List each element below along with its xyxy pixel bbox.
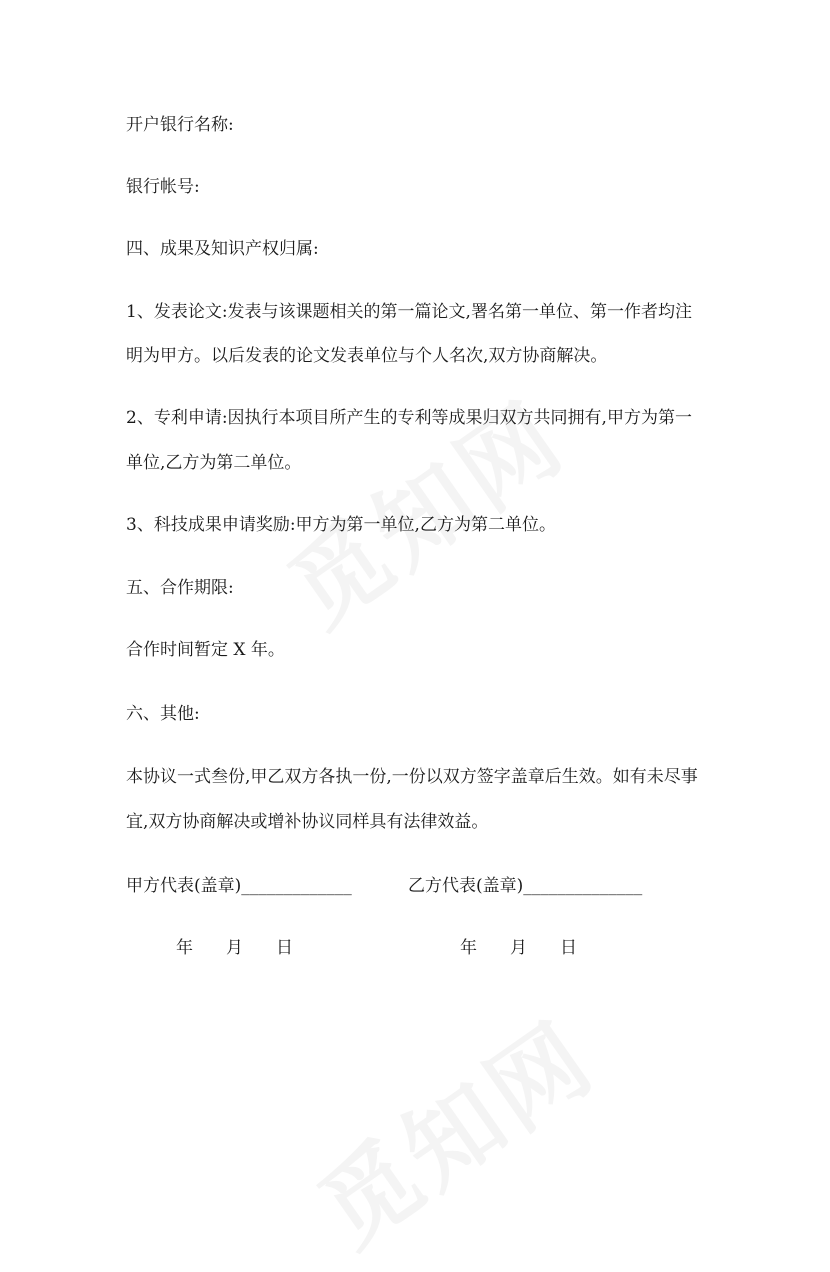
- paragraph-line: 2、专利申请:因执行本项目所产生的专利等成果归双方共同拥有,甲方为第一: [126, 408, 692, 428]
- date-year-b: 年: [460, 938, 477, 958]
- paragraph-line: 宜,双方协商解决或增补协议同样具有法律效益。: [126, 812, 489, 832]
- section-heading-other: 六、其他:: [126, 704, 200, 724]
- section-heading-term: 五、合作期限:: [126, 578, 234, 598]
- party-b-signature: 乙方代表(盖章)______________: [408, 876, 643, 896]
- paragraph-line: 本协议一式叁份,甲乙双方各执一份,一份以双方签字盖章后生效。如有未尽事: [126, 767, 698, 787]
- paragraph-line: 3、科技成果申请奖励:甲方为第一单位,乙方为第二单位。: [126, 515, 556, 535]
- paragraph-line: 单位,乙方为第二单位。: [126, 453, 302, 473]
- date-day-a: 日: [276, 938, 293, 958]
- date-year-a: 年: [176, 938, 193, 958]
- date-month-b: 月: [510, 938, 527, 958]
- bank-account-label: 银行帐号:: [126, 177, 200, 197]
- paragraph-line: 合作时间暂定 X 年。: [126, 640, 285, 660]
- section-heading-ip: 四、成果及知识产权归属:: [126, 239, 319, 259]
- party-a-signature: 甲方代表(盖章)_____________: [126, 876, 352, 896]
- paragraph-line: 1、发表论文:发表与该课题相关的第一篇论文,署名第一单位、第一作者均注: [126, 302, 692, 322]
- date-month-a: 月: [226, 938, 243, 958]
- paragraph-line: 明为甲方。以后发表的论文发表单位与个人名次,双方协商解决。: [126, 346, 608, 366]
- watermark: [288, 985, 617, 1272]
- date-day-b: 日: [560, 938, 577, 958]
- bank-name-label: 开户银行名称:: [126, 115, 234, 135]
